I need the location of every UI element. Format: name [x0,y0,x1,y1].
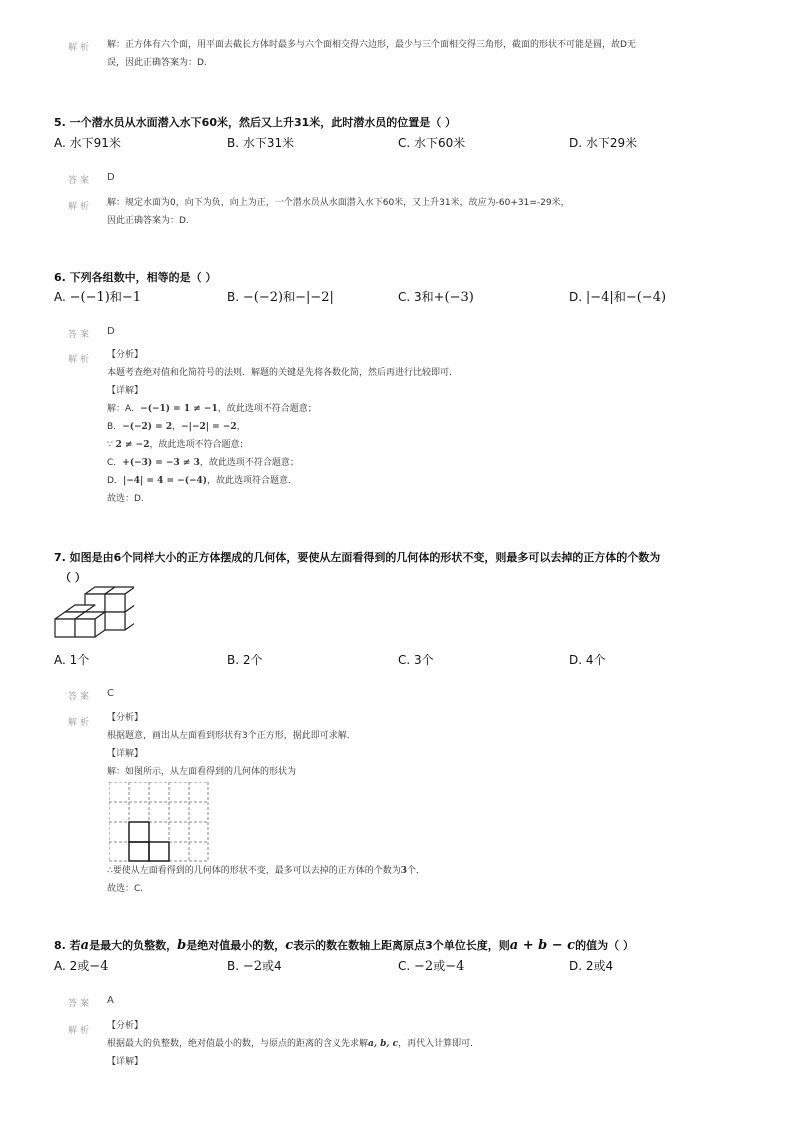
option-text: 和 [283,290,296,304]
q7-explanation [107,709,356,781]
explanation-line: 解：A．−(−1) = 1 ≠ −1，故此选项不符合题意； [107,404,317,414]
math: −1 [121,290,142,305]
q6-option-a [54,288,141,305]
section-heading: 【详解】 [107,1057,144,1067]
q6-option-d [569,288,666,305]
option-letter: A. [54,290,66,304]
explanation-line: 解：正方体有六个面，用平面去截长方体时最多与六个面相交得六边形，最少与三个面相交得三角形，截面的形状不可能是圆，故D无 [107,40,636,50]
math: |−4| [585,290,614,305]
explanation-line: 根据题意，画出从左面看到形状有3个正方形，据此即可求解． [107,731,356,741]
cube-face [55,619,75,637]
view-square [129,842,149,861]
question-6-stem: 6. 下列各组数中，相等的是（ ） [54,271,217,284]
math: −4 [89,959,109,974]
q7-answer: C [107,688,114,699]
q8-explanation [107,1017,479,1071]
q6-explanation [107,346,458,508]
math: −(−2) [242,290,284,305]
math: +(−3) [433,290,474,305]
cube-figure [52,586,134,646]
analysis-label: 解析 [68,202,93,212]
cube-face [105,612,125,630]
q7-option-c: C. 3个 [398,653,434,667]
q8-option-a: A. 2或−4 [54,959,109,974]
explanation-line: 误，因此正确答案为：D. [107,58,207,68]
q5-explanation [107,194,570,230]
q6-option-b [227,288,334,305]
section-heading: 【详解】 [107,749,144,759]
explanation-line: 根据最大的负整数，绝对值最小的数，与原点的距离的含义先求解a, b, c，再代入计算即可． [107,1039,480,1049]
explanation-line: 解：规定水面为0，向下为负，向上为正，一个潜水员从水面潜入水下60米，又上升31米，故应为-60+31=-29米， [107,198,570,208]
math: −2 [242,959,263,974]
math: −(−1) = 1 ≠ −1 [140,404,218,414]
math: a, b, c [368,1039,399,1049]
q8-option-d: D. 2或4 [569,959,614,973]
answer-label: 答案 [68,330,93,340]
analysis-label: 解析 [68,718,93,728]
question-7-stem: 7. 如图是由6个同样大小的正方体摆成的几何体，要使从左面看得到的几何体的形状不变，则最多可以去掉的正方体的个数为 [54,551,661,564]
q5-option-a: A. 水下91米 [54,136,121,150]
view-square [129,822,149,842]
conclusion: 故选：C. [107,884,144,894]
explanation-line: 本题考查绝对值和化简符号的法则．解题的关键是先将各数化简，然后再进行比较即可． [107,368,459,378]
q6-option-c [398,288,474,305]
q8-answer: A [107,995,114,1006]
answer-label: 答案 [68,176,93,186]
q7-explanation-cont [107,862,425,898]
q5-option-d: D. 水下29米 [569,136,638,150]
analysis-label: 解析 [68,43,93,53]
math: b [177,938,187,953]
section-heading: 【分析】 [107,350,144,360]
explanation-line: ∴要使从左面看得到的几何体的形状不变，最多可以去掉的正方体的个数为3个． [107,866,426,876]
question-5-stem: 5. 一个潜水员从水面潜入水下60米，然后又上升31米，此时潜水员的位置是（ ） [54,116,457,129]
answer-label: 答案 [68,692,93,702]
cube-face [105,594,125,612]
q5-answer: D [107,172,115,183]
q5-option-c: C. 水下60米 [398,136,466,150]
analysis-label: 解析 [68,1026,93,1036]
math: −|−2| [295,290,334,305]
math: −4 [445,959,465,974]
question-8-stem: 8. 若a是最大的负整数，b是绝对值最小的数，c表示的数在数轴上距离原点3个单位长度，则a + b − c的值为（ ） [54,938,634,953]
option-text: C. 3和 [398,290,434,304]
math: −(−4) [625,290,667,305]
explanation-line: 因此正确答案为：D. [107,216,189,226]
analysis-label: 解析 [68,355,93,365]
math: a + b − c [509,938,576,953]
explanation-line: C．+(−3) = −3 ≠ 3，故此选项不符合题意； [107,458,299,468]
math: |−4| = 4 = −(−4) [122,476,208,486]
math: c [285,938,294,953]
conclusion: 故选：D. [107,494,144,504]
math: −|−2| = −2 [181,422,237,432]
math: a [80,938,90,953]
option-text: 和 [613,290,626,304]
math: −2 [414,959,434,974]
explanation-line: ∵ 2 ≠ −2，故此选项不符合题意； [107,440,249,450]
q7-option-d: D. 4个 [569,653,606,667]
q8-option-b: B. −2或4 [227,959,282,974]
view-square [149,842,169,861]
option-text: 和 [109,290,122,304]
section-heading: 【分析】 [107,1021,144,1031]
cube-face [75,619,95,637]
top-explanation [107,36,636,72]
math: −(−2) = 2 [122,422,173,432]
section-heading: 【分析】 [107,713,144,723]
math: 2 ≠ −2 [115,440,150,450]
explanation-line: B．−(−2) = 2，−|−2| = −2， [107,422,246,432]
q8-option-c: C. −2或−4 [398,959,465,974]
q5-option-b: B. 水下31米 [227,136,295,150]
q7-option-a: A. 1个 [54,653,90,667]
math: −(−1) [69,290,110,305]
q6-answer: D [107,326,115,337]
option-letter: B. [227,290,240,304]
answer-label: 答案 [68,999,93,1009]
explanation-line: 解：如图所示，从左面看得到的几何体的形状为 [107,767,297,777]
question-7-stem-cont: （ ） [60,571,86,584]
option-letter: D. [569,290,583,304]
math: +(−3) = −3 ≠ 3 [122,458,200,468]
section-heading: 【详解】 [107,386,144,396]
left-view-grid [109,782,209,862]
explanation-line: D．|−4| = 4 = −(−4)，故此选项符合题意． [107,476,298,486]
q7-option-b: B. 2个 [227,653,263,667]
